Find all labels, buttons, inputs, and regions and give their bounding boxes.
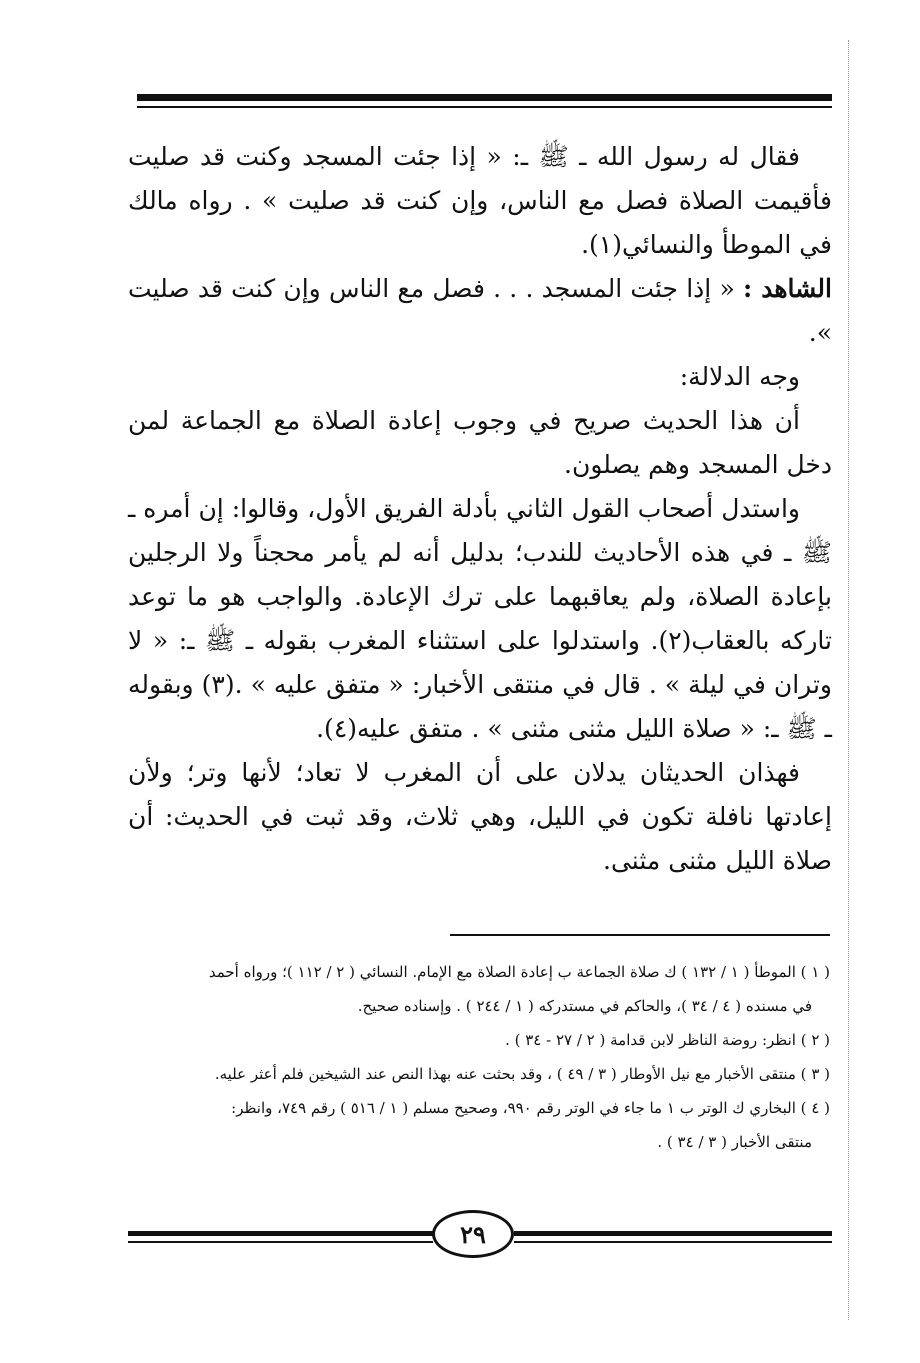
header-rule — [137, 94, 832, 101]
footnote-4-continued: منتقى الأخبار ( ٣ / ٣٤ ) . — [657, 1133, 812, 1151]
footnotes — [128, 955, 830, 1159]
header-rule-thin — [137, 106, 832, 108]
page-number: ٢٩ — [432, 1210, 514, 1258]
footnote-4: ( ٤ ) البخاري ك الوتر ب ١ ما جاء في الوتر رقم ٩٩٠، وصحيح مسلم ( ١ / ٥١٦ ) رقم ٧٤٩، وانظر: — [231, 1099, 830, 1117]
footnote-1-continued: في مسنده ( ٤ / ٣٤ )، والحاكم في مستدركه ( ١ / ٢٤٤ ) . وإسناده صحيح. — [357, 997, 812, 1015]
margin-dotted-line — [848, 40, 851, 1320]
paragraph-hadith: فقال له رسول الله ـ ﷺ ـ: « إذا جئت المسجد وكنت قد صليت فأقيمت الصلاة فصل مع الناس، وإن كنت قد صليت » . رواه مالك في الموطأ والنسائي(١). — [128, 142, 832, 259]
evidence-text: « إذا جئت المسجد . . . فصل مع الناس وإن كنت قد صليت ». — [128, 274, 832, 347]
footnote-2: ( ٢ ) انظر: روضة الناظر لابن قدامة ( ٢ / ٢٧ - ٣٤ ) . — [505, 1031, 830, 1049]
evidence-label: الشاهد : — [742, 274, 832, 303]
footnote-1: ( ١ ) الموطأ ( ١ / ١٣٢ ) ك صلاة الجماعة ب إعادة الصلاة مع الإمام. النسائي ( ٢ / ١١٢ )؛ ورواه أحمد — [208, 963, 830, 981]
footer-rule-right — [514, 1231, 832, 1236]
paragraph-second-opinion: واستدل أصحاب القول الثاني بأدلة الفريق الأول، وقالوا: إن أمره ـ ﷺ ـ في هذه الأحاديث للندب؛ بدليل أنه لم يأمر محجناً ولا الرجلين بإعادة الصلاة، ولم يعاقبهما على ترك الإعادة. والواجب هو ما توعد تاركه بالعقاب(٢). واستدلوا على استثناء المغرب بقوله ـ ﷺ ـ: « لا وتران في ليلة » . قال في منتقى الأخبار: « متفق عليه » .(٣) وبقوله ـ ﷺ ـ: « صلاة الليل مثنى مثنى » . متفق عليه(٤). — [128, 494, 832, 743]
footnote-3: ( ٣ ) منتقى الأخبار مع نيل الأوطار ( ٣ / ٤٩ ) ، وقد بحثت عنه بهذا النص عند الشيخين فلم أعثر عليه. — [214, 1065, 830, 1083]
paragraph-inference: أن هذا الحديث صريح في وجوب إعادة الصلاة مع الجماعة لمن دخل المسجد وهم يصلون. — [128, 406, 832, 479]
paragraph-conclusion: فهذان الحديثان يدلان على أن المغرب لا تعاد؛ لأنها وتر؛ ولأن إعادتها نافلة تكون في الليل، وهي ثلاث، وقد ثبت في الحديث: أن صلاة الليل مثنى مثنى. — [128, 758, 832, 875]
section-heading: وجه الدلالة: — [679, 362, 800, 391]
footer-rule-left-thin — [128, 1241, 433, 1243]
footer-rule-right-thin — [514, 1241, 832, 1243]
paragraph-evidence — [128, 267, 832, 355]
main-text — [128, 135, 832, 883]
footnote-separator — [450, 934, 830, 936]
footer-rule-left — [128, 1231, 433, 1236]
